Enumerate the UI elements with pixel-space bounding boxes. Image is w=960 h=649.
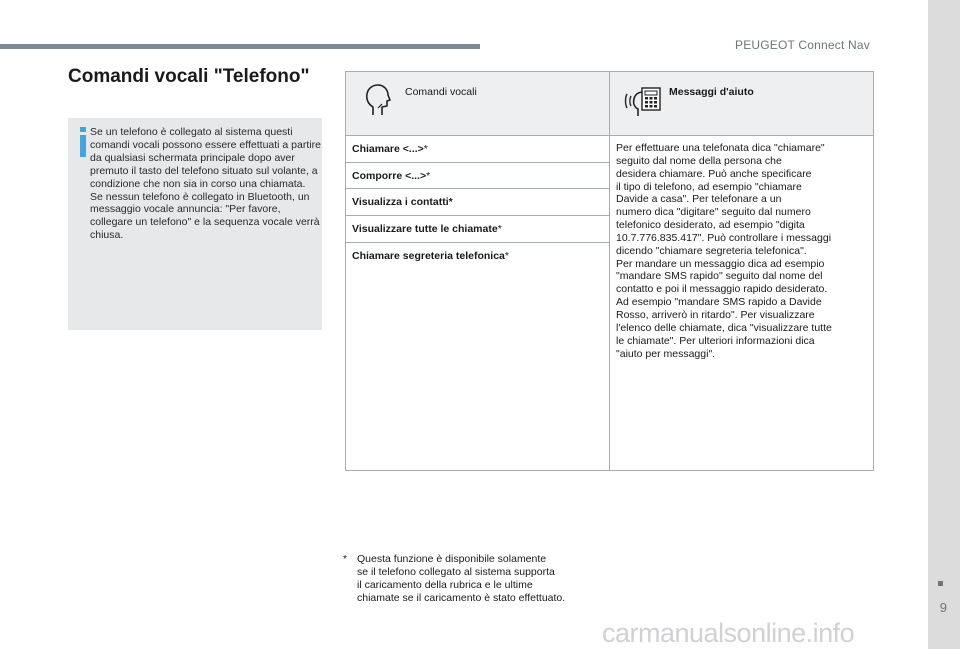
help-line: il tipo di telefono, ad esempio "chiamare [616, 180, 802, 193]
footnote-line: Questa funzione è disponibile solamente [357, 553, 547, 565]
watermark: carmanualsonline.info [602, 618, 855, 648]
section-title: Comandi vocali "Telefono" [68, 66, 310, 87]
help-line: telefonico desiderato, ad esempio "digita [616, 219, 805, 232]
header-rule [0, 44, 480, 49]
help-line: numero dica "digitare" seguito dal numero [616, 206, 811, 219]
help-line: Davide a casa". Per telefonare a un [616, 193, 782, 206]
help-line: l'elenco delle chiamate, dica "visualizzare tutte [616, 321, 832, 334]
command-label: Chiamare segreteria telefonica [352, 250, 505, 262]
column-divider [609, 72, 610, 470]
help-line: dicendo "chiamare segreteria telefonica". [616, 244, 807, 257]
help-line: le chiamate". Per ulteriori informazioni dica [616, 334, 815, 347]
help-messages-icon [624, 82, 662, 118]
header-cell-help [610, 72, 873, 135]
help-line: seguito dal nome della persona che [616, 154, 782, 167]
footnote-line: il caricamento della rubrica e le ultime [357, 578, 533, 591]
footnote-line: se il telefono collegato al sistema supporta [357, 565, 555, 578]
page-marker [938, 581, 943, 586]
help-line: "mandare SMS rapido" seguito dal nome del [616, 270, 823, 283]
footnote-marker: * [343, 553, 348, 565]
command-row-dial [346, 163, 609, 189]
help-line: Rosso, arriverò in ritardo". Per visualizzare [616, 308, 815, 321]
voice-commands-table [345, 71, 874, 471]
header-help-label: Messaggi d'aiuto [669, 86, 754, 98]
page-number: 9 [939, 600, 947, 615]
footnote [343, 553, 613, 605]
help-line: Ad esempio "mandare SMS rapido a Davide [616, 296, 822, 309]
help-line: desidera chiamare. Può anche specificare [616, 167, 812, 180]
command-row-call [346, 136, 609, 163]
command-footnote-mark: * [497, 223, 502, 235]
help-line: contatto e poi il messaggio rapido desiderato. [616, 283, 828, 296]
voice-command-icon [360, 82, 398, 118]
page-edge-band [928, 0, 960, 649]
info-icon [78, 126, 88, 158]
command-footnote-mark: * [448, 196, 453, 208]
info-paragraph: Se nessun telefono è collegato in Bluetooth, un messaggio vocale annuncia: "Per favore, collegare un telefono" e la sequenza vocale verrà chiusa. [90, 190, 320, 242]
command-label: Comporre <...> [352, 170, 427, 182]
help-line: "aiuto per messaggi". [616, 347, 716, 360]
help-line: Per effettuare una telefonata dica "chiamare" [616, 142, 825, 154]
help-messages-text [616, 142, 868, 360]
footnote-line: chiamate se il caricamento è stato effettuato. [357, 591, 566, 604]
brand-name: PEUGEOT Connect Nav [735, 38, 870, 52]
command-label: Visualizzare tutte le chiamate [352, 223, 498, 235]
command-row-contacts [346, 189, 609, 216]
info-paragraph: Se un telefono è collegato al sistema questi comandi vocali possono essere effettuati a partire da qualsiasi schermata principale dopo aver premuto il tasto del telefono situato sul volante, a condizione che non sia in corso una chiamata. [90, 126, 321, 190]
info-text [90, 126, 322, 242]
help-line: 10.7.776.835.417". Può controllare i messaggi [616, 231, 832, 244]
command-row-calls [346, 216, 609, 243]
info-box [68, 118, 322, 330]
command-row-voicemail [346, 243, 609, 270]
command-label: Chiamare <...> [352, 143, 424, 155]
command-footnote-mark: * [423, 143, 428, 155]
help-line: Per mandare un messaggio dica ad esempio [616, 257, 825, 270]
command-footnote-mark: * [426, 170, 431, 182]
command-label: Visualizza i contatti [352, 196, 449, 208]
header-commands-label: Comandi vocali [405, 86, 477, 98]
header-cell-commands [346, 72, 609, 135]
command-footnote-mark: * [504, 250, 509, 262]
